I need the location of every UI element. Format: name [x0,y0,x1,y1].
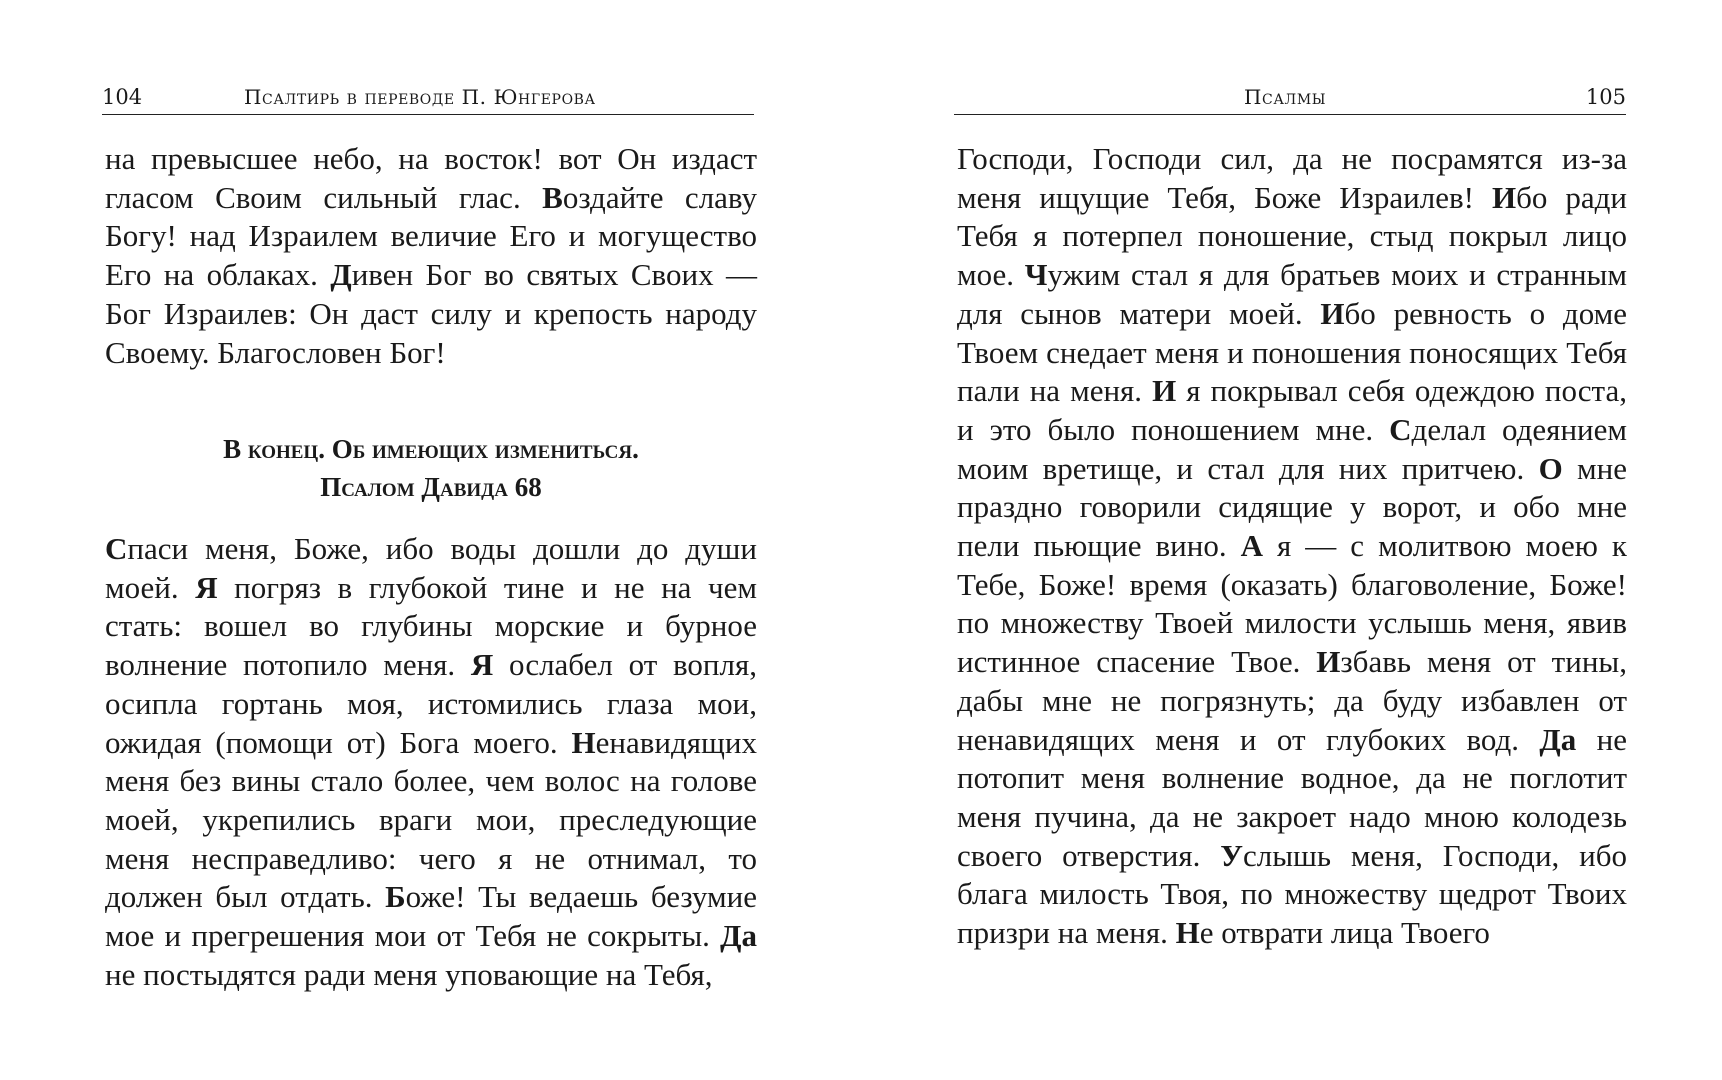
verse-initial: Да [720,918,757,954]
psalm-heading-line2: Псалом Давида 68 [320,472,542,502]
left-running-title: Псалтирь в переводе П. Юнгерова [244,85,596,109]
right-running-head [954,84,1626,115]
verse-initial: С [105,531,128,566]
verse-initial: С [1389,411,1412,447]
verse-initial: Б [385,879,406,915]
right-paragraph [957,140,1627,953]
paragraph: на превысшее небо, на восток! вот Он издаст гласом Своим сильный глас. Воздайте славу Богу! над Израилем величие Его и могущество Его на облаках. Дивен Бог во святых Своих — Бог Израилев: Он даст силу и крепость народу Своему. Благословен Бог! [105,141,758,370]
verse-initial: Я [195,569,218,605]
verse-initial: И [1152,373,1177,409]
verse-initial: А [1240,528,1264,564]
left-main-paragraph [105,530,757,994]
paragraph: Господи, Господи сил, да не посрамятся из-за меня ищущие Тебя, Боже Израилев! Ибо ради Тебя я потерпел поношение, стыд покрыл лицо мое. Чужим стал я для братьев моих и странным для сынов матери моей. Ибо ревность о доме Твоем снедает меня и поношения поносящих Тебя пали на меня. И я покрывал себя одеждою поста, и это было поношением мне. Сделал одеянием моим вретище, и стал для них притчею. О мне праздно говорили сидящие у ворот, и обо мне пели пьющие вино. А я — с молитвою моею к Тебе, Боже! время (оказать) благоволение, Боже! по множеству Твоей милости услышь меня, явив истинное спасение Твое. Избавь меня от тины, дабы мне не погрязнуть; да буду избавлен от ненавидящих меня и от глубоких вод. Да не потопит меня волнение водное, да не поглотит меня пучина, да не закроет надо мною колодезь своего отверстия. Услышь меня, Господи, ибо блага милость Твоя, по множеству щедрот Твоих призри на меня. Не отврати лица Твоего [957,141,1627,951]
verse-initial: Да [1539,721,1577,757]
left-running-head [102,84,754,115]
left-page-number: 104 [102,85,143,109]
verse-initial: Д [330,257,352,293]
right-page [861,0,1722,1080]
verse-initial: У [1220,837,1243,873]
verse-initial: И [1316,644,1341,680]
verse-initial: Н [571,724,596,760]
verse-initial: Я [470,647,494,683]
verse-initial: Н [1175,915,1200,951]
psalm-heading-line1: В конец. Об имеющих измениться. [223,434,639,464]
right-page-number: 105 [1585,85,1626,109]
paragraph: Спаси меня, Боже, ибо воды дошли до души моей. Я погряз в глубокой тине и не на чем стать: вошел во глубины морские и бурное волнение потопило меня. Я ослабел от вопля, осипла гортань моя, истомились глаза мои, ожидая (помощи от) Бога моего. Ненавидящих меня без вины стало более, чем волос на голове моей, укрепились враги мои, преследующие меня несправедливо: чего я не отнимал, то должен был отдать. Боже! Ты ведаешь безумие мое и прегрешения мои от Тебя не сокрыты. Да не постыдятся ради меня уповающие на Тебя, [105,531,757,992]
verse-initial: О [1538,450,1563,486]
verse-initial: И [1320,295,1345,331]
verse-initial: И [1491,179,1517,215]
left-top-paragraph [105,140,757,372]
right-running-title: Псалмы [1244,85,1327,109]
verse-initial: Ч [1024,257,1048,293]
psalm-heading [105,430,757,506]
verse-initial: В [542,179,563,215]
